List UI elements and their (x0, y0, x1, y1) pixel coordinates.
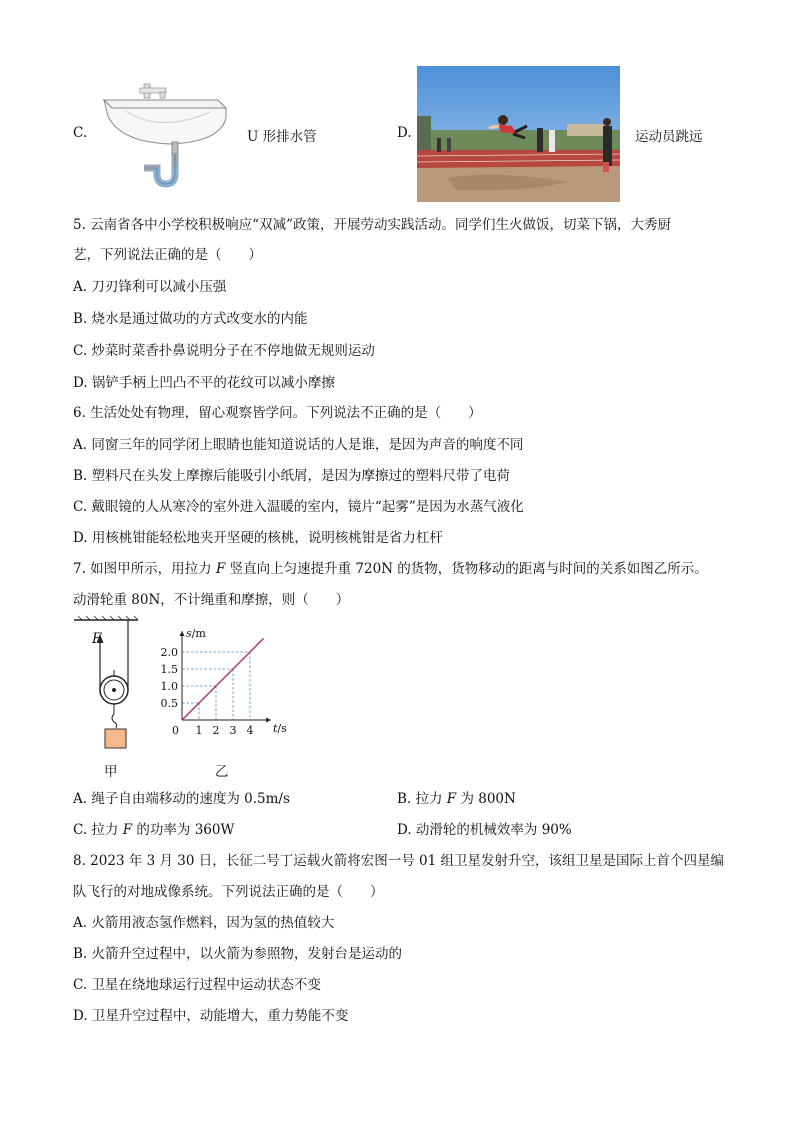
q8-option-a: A. 火箭用液态氢作燃料，因为氢的热值较大 (73, 915, 335, 931)
x-axis-label: t/s (273, 722, 287, 735)
q6-stem: 6. 生活处处有物理，留心观察皆学问。下列说法不正确的是（ ） (73, 405, 482, 421)
q7-stem-line2: 动滑轮重 80N，不计绳重和摩擦，则（ ） (73, 592, 350, 608)
q8-option-b: B. 火箭升空过程中，以火箭为参照物，发射台是运动的 (73, 946, 403, 962)
q8-stem-line1: 8. 2023 年 3 月 30 日，长征二号丁运载火箭将宏图一号 01 组卫星发射升空，该组卫星是国际上首个四星编 (73, 853, 725, 869)
figure-yi-caption: 乙 (215, 764, 229, 780)
q7-option-b: B. 拉力 F 为 800N (397, 791, 516, 807)
s-t-graph (158, 616, 287, 740)
q5-stem-line2: 艺，下列说法正确的是（ ） (73, 247, 262, 263)
option-d-letter: D. (397, 125, 412, 141)
x-tick-label: 1 (195, 724, 203, 737)
force-label: F (92, 631, 102, 647)
q5-option-a: A. 刀刃锋利可以减小压强 (73, 279, 227, 295)
y-tick-label: 1.0 (160, 680, 178, 693)
option-c-letter: C. (73, 125, 88, 141)
option-d-caption: 运动员跳远 (635, 129, 703, 145)
q6-option-a: A. 同窗三年的同学闭上眼睛也能知道说话的人是谁，是因为声音的响度不同 (73, 437, 524, 453)
x-tick-label: 4 (246, 724, 254, 737)
x-tick-label: 3 (229, 724, 237, 737)
origin-label: 0 (172, 724, 179, 737)
q6-option-d: D. 用核桃钳能轻松地夹开坚硬的核桃，说明核桃钳是省力杠杆 (73, 530, 443, 546)
q8-stem-line2: 队飞行的对地成像系统。下列说法正确的是（ ） (73, 884, 384, 900)
long-jump-photo (417, 66, 620, 202)
q8-option-c: C. 卫星在绕地球运行过程中运动状态不变 (73, 977, 321, 993)
q6-option-b: B. 塑料尺在头发上摩擦后能吸引小纸屑，是因为摩擦过的塑料尺带了电荷 (73, 468, 511, 484)
q6-option-c: C. 戴眼镜的人从寒冷的室外进入温暖的室内，镜片“起雾”是因为水蒸气液化 (73, 499, 524, 515)
sink-u-trap-illustration (100, 82, 230, 194)
y-tick-label: 1.5 (160, 663, 178, 676)
q7-option-d: D. 动滑轮的机械效率为 90% (397, 822, 572, 838)
q7-stem-line1: 7. 如图甲所示，用拉力 F 竖直向上匀速提升重 720N 的货物，货物移动的距离与时间的关系如图乙所示。 (73, 561, 708, 577)
y-axis-label: s/m (186, 627, 206, 640)
q7-option-a: A. 绳子自由端移动的速度为 0.5m/s (73, 791, 290, 807)
q5-stem-line1: 5. 云南省各中小学校积极响应“双减”政策，开展劳动实践活动。同学们生火做饭，切菜下锅，大秀厨 (73, 217, 671, 233)
q8-option-d: D. 卫星升空过程中，动能增大，重力势能不变 (73, 1008, 349, 1024)
q5-option-c: C. 炒菜时菜香扑鼻说明分子在不停地做无规则运动 (73, 343, 375, 359)
q5-option-b: B. 烧水是通过做功的方式改变水的内能 (73, 311, 308, 327)
series-line-extension (250, 638, 264, 652)
y-tick-label: 0.5 (160, 697, 178, 710)
y-axis-arrow (180, 631, 185, 636)
figure-jia-caption: 甲 (104, 764, 118, 780)
pulley-figure (72, 614, 144, 754)
y-tick-label: 2.0 (160, 646, 178, 659)
x-tick-label: 2 (212, 724, 220, 737)
option-c-caption: U 形排水管 (247, 129, 317, 145)
x-axis-arrow (266, 718, 271, 723)
q7-option-c: C. 拉力 F 的功率为 360W (73, 822, 235, 838)
q5-option-d: D. 锅铲手柄上凹凸不平的花纹可以减小摩擦 (73, 375, 335, 391)
